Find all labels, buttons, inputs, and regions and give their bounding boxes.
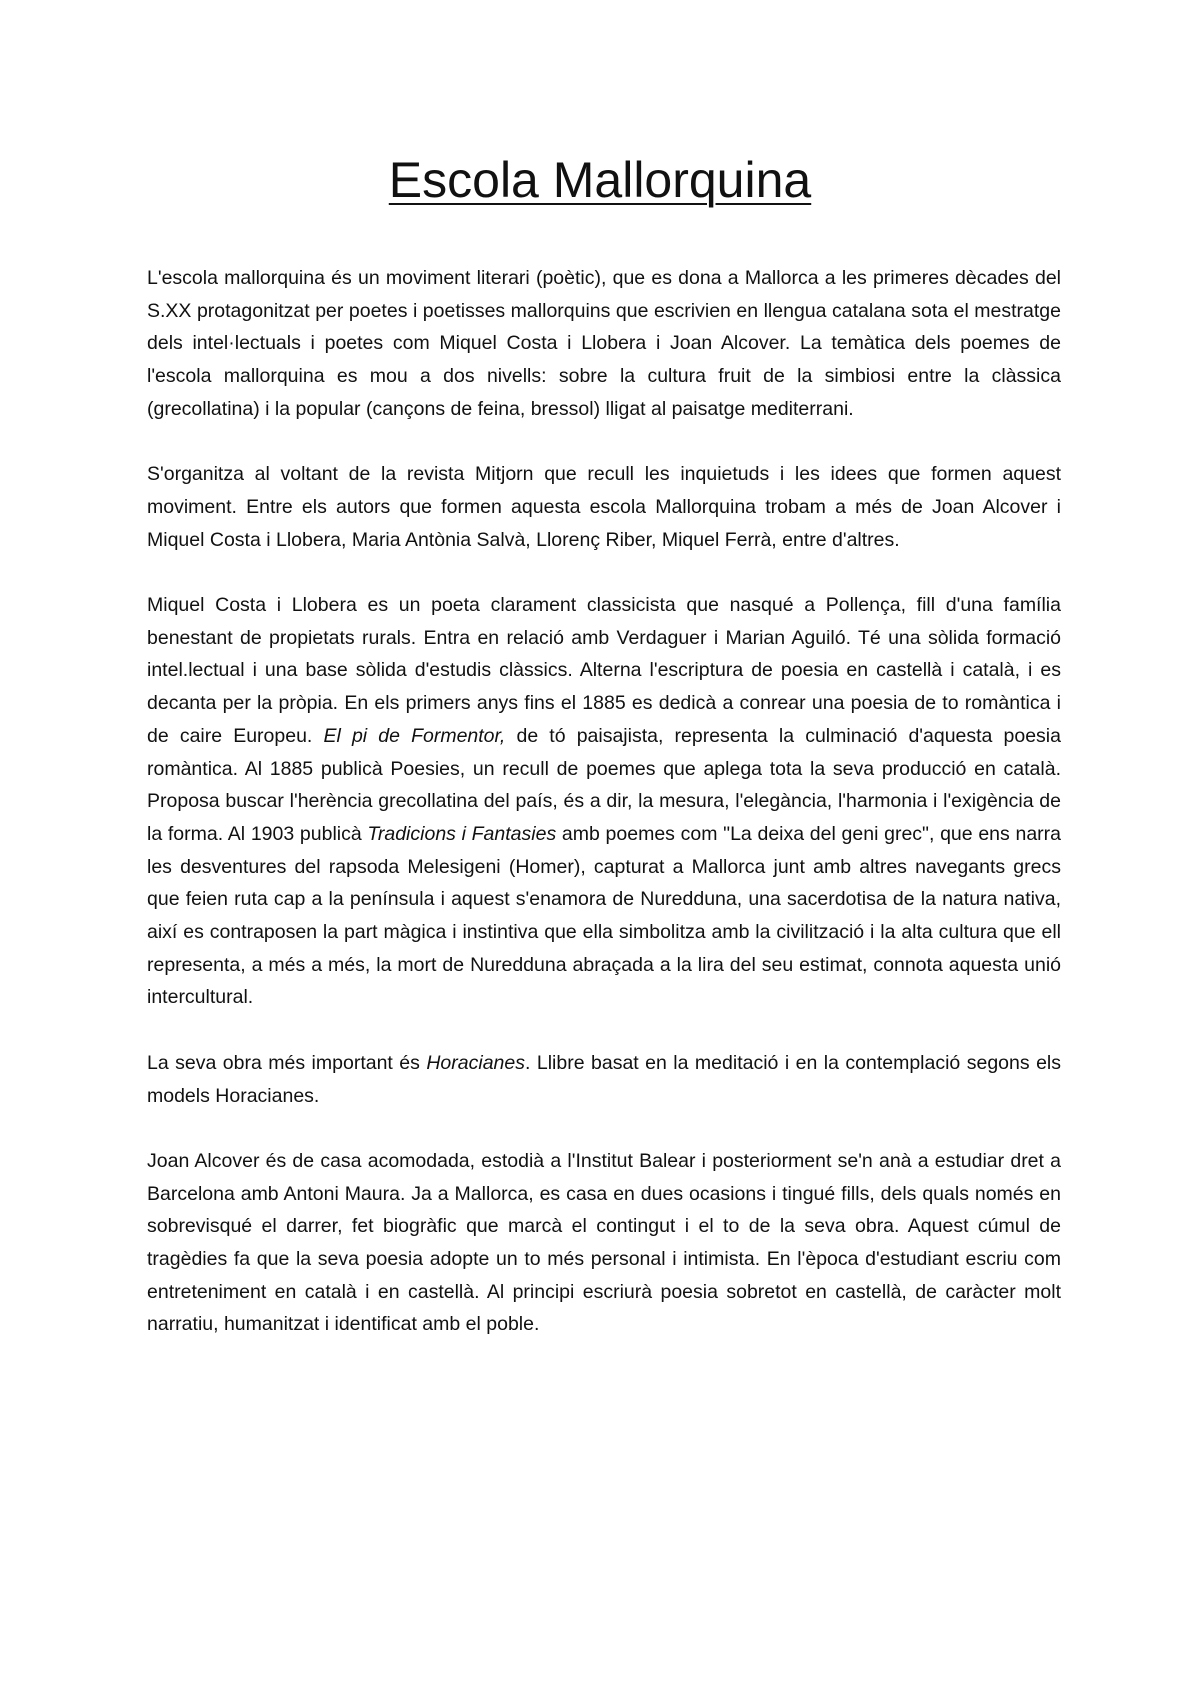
paragraph-text: amb poemes com "La deixa del geni grec", que ens narra les desventures del rapsoda Melesigeni (Homer), capturat a Mallorca junt amb altres navegants grecs que feien ruta cap a la península i aquest s'enamora de Nuredduna, una sacerdotisa de la natura nativa, així es contraposen la part màgica i instintiva que ella simbolitza amb la civilització i la alta cultura que ell representa, a més a més, la mort de Nuredduna abraçada a la lira del seu estimat, connota aquesta unió intercultural.: [147, 822, 1061, 1009]
paragraph-text: . Llibre basat en la meditació i en la contemplació segons els models Horacianes.: [147, 1051, 1061, 1107]
paragraph-text: La seva obra més important és: [147, 1051, 427, 1074]
work-title: Tradicions i Fantasies: [367, 822, 557, 845]
paragraph-alcover: Joan Alcover és de casa acomodada, estodià a l'Institut Balear i posteriorment se'n anà a estudiar dret a Barcelona amb Antoni Maura. Ja a Mallorca, es casa en dues ocasions i tingué fills, dels quals només en sobrevisqué el darrer, fet biogràfic que marcà el contingut i el to de la seva obra. Aquest cúmul de tragèdies fa que la seva poesia adopte un to més personal i intimista. En l'època d'estudiant escriu com entreteniment en català i en castellà. Al principi escriurà poesia sobretot en castellà, de caràcter molt narratiu, humanitzat i identificat amb el poble.: [147, 1149, 1061, 1336]
work-title: Horacianes: [426, 1051, 525, 1074]
paragraph-organization: S'organitza al voltant de la revista Mitjorn que recull les inquietuds i les idees que formen aquest moviment. Entre els autors que formen aquesta escola Mallorquina trobam a més de Joan Alcover i Miquel Costa i Llobera, Maria Antònia Salvà, Llorenç Riber, Miquel Ferrà, entre d'altres.: [147, 463, 1061, 551]
page-title: Escola Mallorquina: [388, 152, 812, 208]
paragraph-horacianes: [147, 1047, 1061, 1112]
paragraph-text: Miquel Costa i Llobera es un poeta clarament classicista que nasqué a Pollença, fill d'una família benestant de propietats rurals. Entra en relació amb Verdaguer i Marian Aguiló. Té una sòlida formació intel.lectual i una base sòlida d'estudis clàssics. Alterna l'escriptura de poesia en castellà i català, i es decanta per la pròpia. En els primers anys fins el 1885 es dedicà a conrear una poesia de to romàntica i de caire Europeu.: [147, 594, 1061, 747]
document-body: [147, 262, 1061, 1374]
work-title: El pi de Formentor,: [323, 724, 506, 747]
paragraph-costa-llobera: [147, 589, 1061, 1014]
paragraph-text: de tó paisajista, representa la culminació d'aquesta poesia romàntica. Al 1885 publicà Poesies, un recull de poemes que aplega tota la seva producció en català. Proposa buscar l'herència grecollatina del país, és a dir, la mesura, l'elegància, l'harmonia i l'exigència de la forma. Al 1903 publicà: [147, 724, 1061, 845]
paragraph-intro: L'escola mallorquina és un moviment literari (poètic), que es dona a Mallorca a les primeres dècades del S.XX protagonitzat per poetes i poetisses mallorquins que escrivien en llengua catalana sota el mestratge dels intel·lectuals i poetes com Miquel Costa i Llobera i Joan Alcover. La temàtica dels poemes de l'escola mallorquina es mou a dos nivells: sobre la cultura fruit de la simbiosi entre la clàssica (grecollatina) i la popular (cançons de feina, bressol) lligat al paisatge mediterrani.: [147, 267, 1061, 420]
